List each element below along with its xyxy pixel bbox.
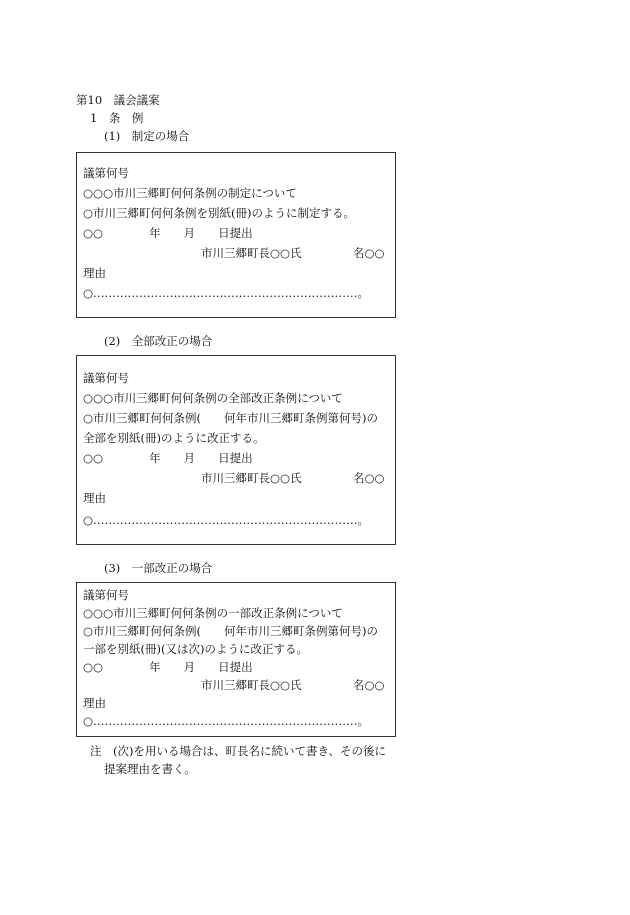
signer: 市川三郷町長○○氏	[201, 246, 302, 260]
case-label-partial-revision: (3) 一部改正の場合	[104, 561, 213, 575]
reason-label: 理由	[83, 696, 106, 710]
bill-title: ○○○市川三郷町何何条例の制定について	[83, 186, 297, 200]
bill-number: 議第何号	[83, 166, 129, 180]
note-line: 提案理由を書く。	[104, 762, 196, 776]
case-label-full-revision: (2) 全部改正の場合	[104, 334, 213, 348]
form-box-partial-revision	[76, 582, 396, 737]
reason-label: 理由	[83, 491, 106, 505]
section-heading: 第10 議会議案	[76, 93, 160, 107]
signer: 市川三郷町長○○氏	[201, 471, 302, 485]
reason-text: ○……………………………………………………………。	[83, 513, 370, 527]
bill-number: 議第何号	[83, 371, 129, 385]
submission-date: ○○ 年 月 日提出	[83, 451, 253, 465]
signer-name: 名○○	[353, 246, 385, 260]
submission-date: ○○ 年 月 日提出	[83, 226, 253, 240]
reason-text: ○……………………………………………………………。	[83, 714, 370, 728]
signer-name: 名○○	[353, 678, 385, 692]
form-box-full-revision	[76, 355, 396, 545]
case-label-enactment: (1) 制定の場合	[104, 129, 190, 143]
signer: 市川三郷町長○○氏	[201, 678, 302, 692]
bill-body-line: 一部を別紙(冊)(又は次)のように改正する。	[83, 642, 308, 656]
form-box-enactment	[76, 152, 396, 318]
reason-text: ○……………………………………………………………。	[83, 286, 370, 300]
signer-name: 名○○	[353, 471, 385, 485]
bill-body-line: ○市川三郷町何何条例を別紙(冊)のように制定する。	[83, 206, 356, 220]
bill-body-line: 全部を別紙(冊)のように改正する。	[83, 431, 265, 445]
bill-title: ○○○市川三郷町何何条例の一部改正条例について	[83, 606, 343, 620]
bill-body-line: ○市川三郷町何何条例( 何年市川三郷町条例第何号)の	[83, 411, 379, 425]
bill-title: ○○○市川三郷町何何条例の全部改正条例について	[83, 391, 343, 405]
note-line: 注 (次)を用いる場合は、町長名に続いて書き、その後に	[90, 744, 387, 758]
subsection-heading: 1 条 例	[90, 111, 144, 125]
bill-number: 議第何号	[83, 588, 129, 602]
bill-body-line: ○市川三郷町何何条例( 何年市川三郷町条例第何号)の	[83, 624, 379, 638]
reason-label: 理由	[83, 266, 106, 280]
submission-date: ○○ 年 月 日提出	[83, 660, 253, 674]
